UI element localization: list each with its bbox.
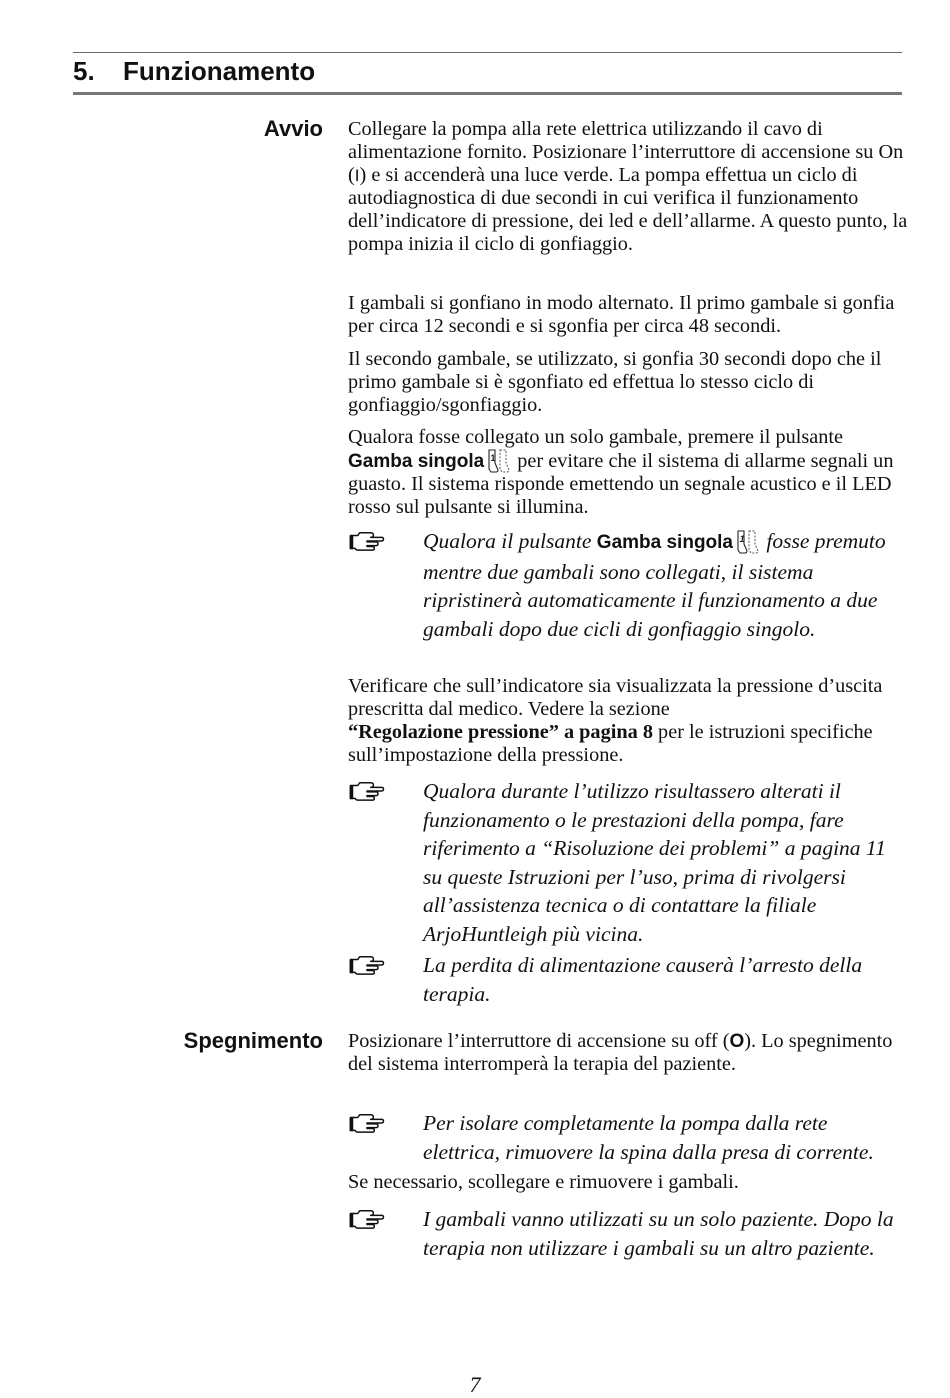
avvio-p1-text-b: ) e si accenderà una luce verde. La pompa effettua un ciclo di autodiagnostica di due secondi in cui verifica il funzionamento dell’indicatore di pressione, dei led e dell’allarme. A questo punto, la pompa inizia il ciclo di gonfiaggio. [348,164,908,255]
header-rule-bottom [73,92,902,95]
avvio-paragraph-4 [348,426,908,519]
avvio-p3-text: Il secondo gambale, se utilizzato, si gonfia 30 secondi dopo che il primo gambale si è sgonfiato ed effettua lo stesso ciclo di gonfiaggio/sgonfiaggio. [348,348,882,416]
spegnimento-paragraph-1 [348,1030,908,1076]
single-leg-button-label: Gamba singola [348,451,485,472]
avvio-p5-text-b: per le istruzioni specifiche sull’impostazione della pressione. [348,721,873,766]
off-symbol: O [729,1031,745,1052]
avvio-p1-text-a: Collegare la pompa alla rete elettrica utilizzando il cavo di alimentazione fornito. Posizionare l’interruttore di accensione su On ( [348,118,904,186]
single-leg-button-label: Gamba singola [596,532,733,553]
chapter-number: 5. [73,56,95,86]
avvio-p4-text-a: Qualora fosse collegato un solo gambale, premere il pulsante [348,426,844,448]
header-rule-top [73,52,902,53]
pointing-hand-icon [348,530,386,552]
note1-text-a: Qualora il pulsante [423,529,597,553]
avvio-p4-text-b: per evitare che il sistema di allarme segnali un guasto. Il sistema risponde emettendo un segnale acustico e il LED rosso sul pulsante si illumina. [348,450,894,518]
pointing-hand-icon [348,1112,386,1134]
page-number: 7 [469,1372,481,1397]
avvio-paragraph-2 [348,292,908,338]
spegnimento-p2-text: Se necessario, scollegare e rimuovere i gambali. [348,1171,739,1193]
pointing-hand-icon [348,780,386,802]
pointing-hand-icon [348,1208,386,1230]
avvio-paragraph-3 [348,348,908,417]
avvio-paragraph-1 [348,118,908,256]
note-troubleshooting-text: Qualora durante l’utilizzo risultassero alterati il funzionamento o le prestazioni della pompa, fare riferimento a “Risoluzione dei problemi” a pagina 11 su queste Istruzioni per l’uso, prima di rivolgersi all’assistenza tecnica o di contattare la filiale ArjoHuntleigh più vicina. [423,779,886,946]
avvio-p5-text-a: Verificare che sull’indicatore sia visualizzata la pressione d’uscita prescritta dal medico. Vedere la sezione [348,675,883,720]
avvio-p2-text: I gambali si gonfiano in modo alternato. Il primo gambale si gonfia per circa 12 secondi e si sgonfia per circa 48 secondi. [348,292,895,337]
section-label-spegnimento: Spegnimento [183,1028,323,1053]
section-label-avvio: Avvio [263,116,323,141]
note-isolate-pump-text: Per isolare completamente la pompa dalla rete elettrica, rimuovere la spina dalla presa di corrente. [423,1111,874,1164]
avvio-paragraph-5 [348,675,908,767]
on-symbol: I [354,166,360,185]
single-leg-icon [486,449,510,473]
pointing-hand-icon [348,954,386,976]
note-single-patient-text: I gambali vanno utilizzati su un solo paziente. Dopo la terapia non utilizzare i gambali su un altro paziente. [423,1207,894,1260]
spegnimento-paragraph-2 [348,1171,908,1194]
single-leg-icon [735,530,759,554]
chapter-heading [73,54,315,88]
cross-reference-link[interactable]: “Regolazione pressione” a pagina 8 [348,721,653,743]
note-single-leg-text [423,527,903,643]
chapter-title: Funzionamento [123,56,316,86]
note1-text-b: fosse premuto mentre due gambali sono collegati, il sistema ripristinerà automaticamente il funzionamento a due gambali dopo due cicli di gonfiaggio singolo. [423,529,886,641]
spegnimento-p1-text-b: ). Lo spegnimento del sistema interromperà la terapia del paziente. [348,1030,893,1075]
spegnimento-p1-text-a: Posizionare l’interruttore di accensione su off ( [348,1030,730,1052]
note-power-loss-text: La perdita di alimentazione causerà l’arresto della terapia. [423,953,863,1006]
